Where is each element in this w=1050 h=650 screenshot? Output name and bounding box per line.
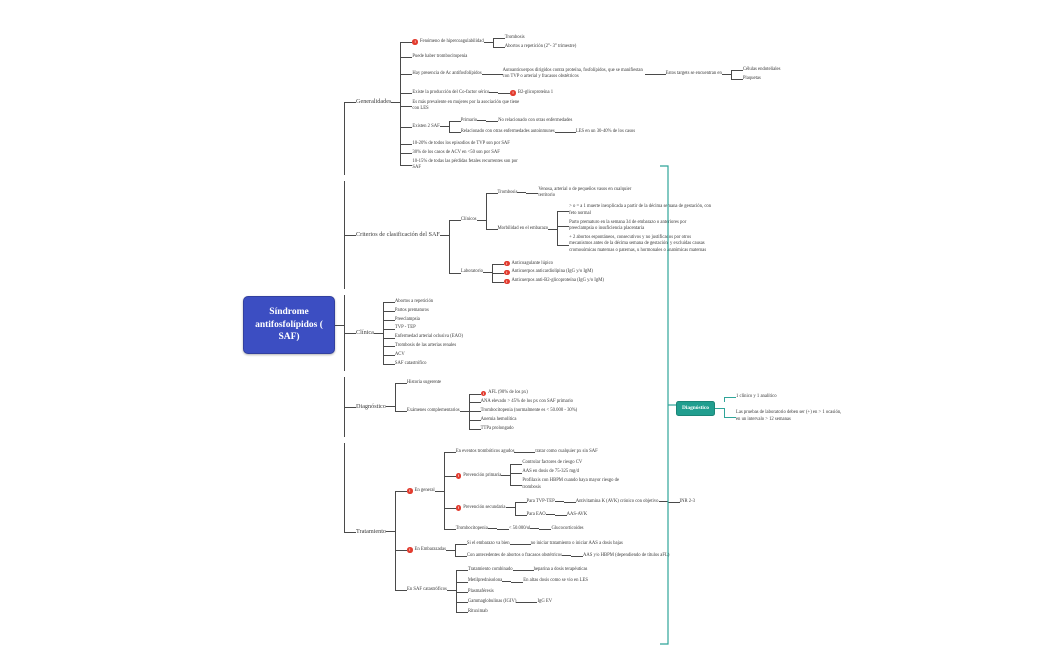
important-icon: ! [504, 261, 510, 267]
topic-node-no-relacionado-con-otras-enf[interactable] [498, 118, 572, 124]
topic-label: 10-20% de todos los episodios de TVP son por SAF [412, 140, 510, 146]
topic-label: Anticuerpos anti-B2-glicoproteína (IgG y/o IgM) [511, 278, 604, 284]
topic-label: Glucocorticoides [551, 525, 584, 531]
topic-node-trombosis[interactable] [498, 190, 518, 196]
topic-label: Tratamiento combinado [467, 566, 513, 572]
connector-line [435, 491, 444, 492]
topic-node-con-antecedentes-de-abortos-[interactable] [467, 553, 562, 559]
branch-clinica[interactable] [356, 329, 374, 337]
topic-node-para-tvp-tep[interactable] [527, 499, 555, 505]
topic-node-ttpa-prolongado[interactable] [481, 426, 514, 432]
topic-node-o-a-1-muerte-inexplicada-a-p[interactable] [569, 204, 711, 217]
topic-label: > o = a 1 muerte inexplicada a partir de la décima semana de gestación, con feto normal [569, 204, 712, 216]
topic-label: En SAF catastróficos [407, 587, 447, 593]
connector-line [506, 507, 515, 508]
topic-label: ACV [394, 352, 405, 358]
connector-line [484, 42, 493, 43]
topic-label: B2-glicoproteína 1 [517, 89, 554, 95]
connector-line [477, 220, 486, 221]
important-icon: ! [504, 279, 510, 285]
topic-node-estos-targets-se-encuentran-[interactable] [666, 71, 722, 77]
topic-label: Rituximab [467, 609, 488, 615]
topic-node-aas-avk[interactable] [567, 512, 588, 518]
topic-label: no iniciar tratamiento o iniciar AAS a dosis bajas [530, 541, 623, 547]
topic-node-igg-ev[interactable] [537, 599, 552, 605]
topic-label: Trombocitopenia [455, 525, 488, 531]
connector-line [501, 475, 510, 476]
topic-label: Clínica [356, 329, 374, 337]
topic-label: ANA elevado > 45% de los px con SAF primario [480, 399, 573, 405]
connector-line [514, 452, 523, 453]
connector-line [715, 408, 724, 409]
connector-line [645, 74, 654, 75]
topic-label: Laboratorio [460, 269, 483, 275]
branch-generalidades[interactable] [356, 98, 391, 106]
topic-node-en-saf-catastroficos[interactable] [407, 587, 447, 593]
topic-label: 10-15% de todas las pérdidas fetales recurrentes son por SAF [412, 158, 518, 171]
topic-node-para-eao[interactable] [527, 512, 546, 518]
topic-label: Hay presencia de Ac antifosfolípidos [412, 71, 482, 77]
topic-label: Autoanticuerpos dirigidos contra proteína, fosfolípidos, que se manifiestan con TVP o arterial y fracasos obstétricos [502, 67, 643, 80]
topic-label: Para TVP-TEP [526, 498, 555, 504]
topic-label: Anemia hemolítica [480, 417, 517, 423]
topic-node-b2-glicoproteina-1[interactable] [510, 90, 553, 96]
topic-node-1-clinico-y-1-analitico[interactable] [736, 394, 777, 400]
topic-label: Relacionado con otras enfermedades autoinmunes [460, 129, 555, 135]
topic-node-prevencion-secundaria[interactable] [456, 505, 506, 511]
connector-line [555, 132, 564, 133]
topic-label: AFL (90% de los px) [488, 390, 528, 396]
topic-node-ana-elevado-45-de-los-px-con[interactable] [481, 399, 573, 405]
topic-node-metilprednisolona[interactable] [468, 578, 502, 584]
important-icon: ! [456, 505, 462, 511]
important-icon: ! [407, 488, 413, 494]
topic-label: Existe la producción del Co-factor sérico [412, 89, 490, 95]
topic-node-anticuerpos-anticardiolipina[interactable] [504, 269, 593, 275]
topic-node-enfermedad-arterial-oclusiva[interactable] [395, 334, 463, 340]
topic-node-profilaxis-con-hbpm-cuando-h[interactable] [522, 478, 630, 491]
topic-label: Abortos a repetición (2°- 3° trimestre) [504, 43, 577, 49]
topic-node-plaquetas[interactable] [743, 76, 761, 82]
connector-line [510, 544, 519, 545]
topic-label: Con antecedentes de abortos o fracasos obstétricos [466, 552, 562, 558]
topic-node-acv[interactable] [395, 352, 405, 358]
summary-topic[interactable] [676, 401, 715, 415]
topic-node-heparina-a-dosis-terapeutica[interactable] [534, 567, 588, 573]
connector-line [460, 411, 469, 412]
connector-line [391, 102, 400, 103]
topic-node-10-15-de-todas-las-perdidas-[interactable] [412, 159, 520, 172]
connector-line [489, 92, 498, 93]
topic-node-no-iniciar-tratamiento-o-ini[interactable] [531, 541, 623, 547]
topic-node-historia-sugerente[interactable] [407, 380, 441, 386]
topic-label: Las pruebas de laboratorio deben ser (+) en > 1 ocasión, en un intervalo > 12 semanas [735, 410, 842, 422]
topic-node-trombocitopenia[interactable] [456, 526, 488, 532]
topic-node-primario[interactable] [461, 118, 477, 124]
topic-node-partos-prematuros[interactable] [395, 308, 429, 314]
topic-node-2-abortos-espontaneos-consec[interactable] [569, 235, 711, 254]
topic-label: Generalidades [356, 98, 392, 106]
topic-node-autoanticuerpos-dirigidos-co[interactable] [503, 68, 645, 81]
topic-label: TTPa prolongado [480, 426, 514, 432]
topic-node-preeclampsia[interactable] [395, 317, 420, 323]
topic-label: Es más prevalente en mujeres por la asociación que tiene con LES [412, 99, 520, 112]
connector-line [447, 590, 456, 591]
important-icon: ! [510, 90, 516, 96]
topic-label: Parto prematuro en la semana 34 de embarazo o anteriores por preeclampsia o insuficiencia placentaria [569, 219, 687, 232]
connector-line [502, 581, 511, 582]
topic-label: Profilaxis con HBPM cuando haya mayor riesgo de trombosis [522, 478, 620, 490]
topic-node-hay-presencia-de-ac-antifosf[interactable] [412, 71, 481, 77]
topic-label: Trombosis [504, 34, 525, 40]
topic-node-rituximab[interactable] [468, 609, 488, 615]
topic-label: tratar como cualquier px sin SAF [535, 448, 598, 454]
connector-line [386, 406, 395, 407]
important-icon: ! [481, 391, 487, 397]
important-icon: ! [412, 39, 418, 45]
topic-label: IgG EV [537, 598, 553, 604]
topic-label: Anticuerpos anticardiolipina (IgG y/o IgM) [511, 269, 593, 275]
connector-line [374, 333, 383, 334]
branch-tratamiento[interactable] [356, 528, 386, 536]
connector-line [483, 272, 492, 273]
topic-node-aas-y-o-hbpm-dependiendo-de-[interactable] [583, 553, 669, 559]
connector-line [440, 235, 449, 236]
topic-node-trombosis-de-las-arterias-re[interactable] [395, 343, 456, 349]
topic-label: AAS-AVK [566, 511, 588, 517]
topic-label: Clínicos [460, 217, 477, 223]
connector-line [562, 555, 571, 556]
topic-node-10-20-de-todos-los-episodios[interactable] [412, 141, 510, 147]
topic-node-tvp-tep[interactable] [395, 325, 416, 331]
topic-label: Síndrome antifosfolípidos ( SAF) [243, 296, 335, 353]
topic-label: heparina a dosis terapéuticas [533, 566, 588, 572]
connector-line [722, 74, 731, 75]
topic-node-las-pruebas-de-laboratorio-d[interactable] [736, 410, 844, 423]
topic-label: Metilprednisolona [467, 578, 503, 584]
important-icon: ! [504, 270, 510, 276]
topic-label: Diagnóstico [676, 401, 715, 415]
topic-node-morbilidad-en-el-embarazo[interactable] [498, 226, 549, 232]
topic-label: Tratamiento [356, 527, 387, 535]
summary-group [676, 389, 844, 428]
topic-label: Estos targets se encuentran en [665, 71, 722, 77]
topic-label: En eventos trombóticos agudos [455, 448, 515, 454]
topic-node-abortos-a-repeticion[interactable] [395, 299, 433, 305]
connector-line [530, 528, 539, 529]
topic-node-parto-prematuro-en-la-semana[interactable] [569, 220, 711, 233]
topic-node-anticoagulante-lupico[interactable] [504, 261, 553, 267]
topic-node-fenomeno-de-hipercoagulabili[interactable] [412, 39, 483, 45]
topic-node-puede-haber-trombocitopenia[interactable] [412, 54, 467, 60]
topic-label: AAS en dosis de 75-325 mg/d [522, 469, 579, 475]
topic-label: LES en un 30-40% de los casos [575, 129, 636, 135]
topic-label: Partos prematuros [394, 307, 429, 313]
topic-label: Puede haber trombocitopenia [412, 53, 468, 59]
topic-label: Células endoteliales [742, 66, 781, 72]
topic-node-anemia-hemolitica[interactable] [481, 417, 517, 423]
topic-node-si-el-embarazo-va-bien[interactable] [467, 541, 510, 547]
topic-node-abortos-a-repeticion-2-3-tri[interactable] [505, 44, 577, 50]
connector-line [440, 126, 449, 127]
topic-node-anticuerpos-anti-b2-glicopro[interactable] [504, 278, 604, 284]
topic-node-laboratorio[interactable] [461, 269, 483, 275]
topic-node-controlar-factores-de-riesgo[interactable] [522, 460, 582, 466]
topic-label: Si el embarazo va bien [466, 541, 510, 547]
topic-node-30-de-los-casos-de-acv-en-50[interactable] [412, 150, 499, 156]
topic-node-venosa-arterial-o-de-pequeno[interactable] [538, 187, 646, 200]
connector-line [477, 120, 486, 121]
connector-line [482, 74, 491, 75]
topic-node-existe-la-produccion-del-co-[interactable] [412, 90, 489, 96]
topic-label: Anticoagulante lúpico [511, 260, 554, 266]
topic-label: Trombosis de las arterias renales [394, 343, 457, 349]
topic-node-inr-2-3[interactable] [680, 499, 696, 505]
topic-node-celulas-endoteliales[interactable] [743, 67, 781, 73]
topic-label: Prevención primaria [463, 472, 502, 478]
topic-node-tratamiento-combinado[interactable] [468, 567, 513, 573]
topic-node-relacionado-con-otras-enferm[interactable] [461, 129, 555, 135]
topic-node-50-000-ul[interactable] [509, 526, 531, 532]
connector-line [516, 602, 525, 603]
topic-label: Historia sugerente [406, 380, 442, 386]
central-topic[interactable] [243, 296, 335, 353]
topic-node-les-en-un-30-40-de-los-casos[interactable] [576, 129, 635, 135]
topic-label: Diagnóstico [356, 402, 386, 410]
connector-line [548, 229, 557, 230]
topic-node-examenes-complementarios[interactable] [407, 408, 460, 414]
topic-label: Criterios de clasificación del SAF [356, 230, 440, 238]
connector-line [335, 325, 344, 326]
connector-line [659, 501, 668, 502]
topic-label: Existen 2 SAF [412, 123, 440, 129]
important-icon: ! [456, 473, 462, 479]
topic-label: Trombosis [497, 189, 518, 195]
topic-node-en-eventos-tromboticos-agudo[interactable] [456, 449, 515, 455]
topic-label: Preeclampsia [394, 316, 420, 322]
topic-label: INR 2-3 [679, 498, 696, 504]
topic-node-glucocorticoides[interactable] [551, 526, 583, 532]
topic-node-en-embarazadas[interactable] [407, 547, 446, 553]
topic-node-existen-2-saf[interactable] [412, 124, 439, 130]
topic-node-tratar-como-cualquier-px-sin[interactable] [535, 449, 597, 455]
topic-node-aas-en-dosis-de-75-325-mg-d[interactable] [522, 469, 579, 475]
topic-label: Controlar factores de riesgo CV [522, 460, 583, 466]
connector-line [555, 501, 564, 502]
topic-label: Fenómeno de hipercoagulabilidad [419, 39, 484, 45]
topic-label: Trombocitopenia (normalmente es < 50.000 - 30%) [480, 408, 578, 414]
topic-node-es-mas-prevalente-en-mujeres[interactable] [412, 100, 520, 113]
topic-label: Morbilidad en el embarazo [497, 226, 549, 232]
topic-label: Antivitamina K (AVK) crónico con objetivo [575, 498, 659, 504]
topic-label: No relacionado con otras enfermedades [498, 117, 573, 123]
topic-label: TVP - TEP [394, 325, 416, 331]
topic-node-prevencion-primaria[interactable] [456, 473, 502, 479]
topic-label: Venosa, arterial o de pequeños vasos en cualquier territorio [538, 186, 632, 198]
topic-node-en-altas-dosis-como-se-vio-e[interactable] [523, 578, 588, 584]
topic-label: En Embarazadas [414, 546, 446, 552]
topic-label: 1 clínico y 1 analítico [735, 394, 777, 399]
topic-node-clinicos[interactable] [461, 217, 477, 223]
topic-label: Para EAO [526, 511, 546, 517]
topic-label: Exámenes complementarios [406, 408, 460, 414]
connector-line [513, 570, 522, 571]
topic-label: + 2 abortos espontáneos, consecutivos y no justificados por otros mecanismos antes de la décima semana de gestación, y excluidas causas cromosómicas maternas o paternas, u hormonales o anatómicas maternas [569, 235, 707, 253]
topic-label: AAS y/o HBPM (dependiendo de títulos aFL) [582, 552, 670, 558]
topic-label: En altas dosis como se vio en LES [523, 578, 588, 584]
topic-node-saf-catastrofico[interactable] [395, 361, 427, 367]
topic-label: Enfermedad arterial oclusiva (EAO) [394, 334, 463, 340]
topic-label: < 50.000/ul [508, 525, 531, 531]
branch-criterios-de-clasificacion-d[interactable] [356, 231, 440, 239]
topic-node-trombosis[interactable] [505, 35, 525, 41]
topic-label: Primario [460, 117, 478, 123]
important-icon: ! [407, 547, 413, 553]
topic-node-gammaglobulinas-igiv[interactable] [468, 599, 517, 605]
topic-node-en-general[interactable] [407, 488, 435, 494]
topic-node-trombocitopenia-normalmente-[interactable] [481, 408, 578, 414]
branch-diagnostico[interactable] [356, 403, 386, 411]
topic-label: SAF catastrófico [394, 361, 427, 367]
connector-line [517, 192, 526, 193]
topic-label: Plasmaféresis [467, 588, 494, 594]
topic-node-afl-90-de-los-px[interactable] [481, 390, 528, 396]
topic-label: Prevención secundaria [463, 504, 506, 510]
topic-label: 30% de los casos de ACV en <50 son por SAF [412, 149, 500, 155]
topic-node-antivitamina-k-avk-cronico-c[interactable] [576, 499, 659, 505]
connector-line [546, 514, 555, 515]
mindmap-tree [243, 2, 780, 648]
connector-line [488, 528, 497, 529]
topic-node-plasmaferesis[interactable] [468, 589, 494, 595]
topic-label: Abortos a repetición [394, 298, 434, 304]
connector-line [446, 550, 455, 551]
topic-label: Plaquetas [742, 75, 761, 81]
topic-label: En general [414, 488, 435, 493]
topic-label: Gammaglobulinas (IGIV) [467, 598, 517, 604]
connector-line [386, 531, 395, 532]
